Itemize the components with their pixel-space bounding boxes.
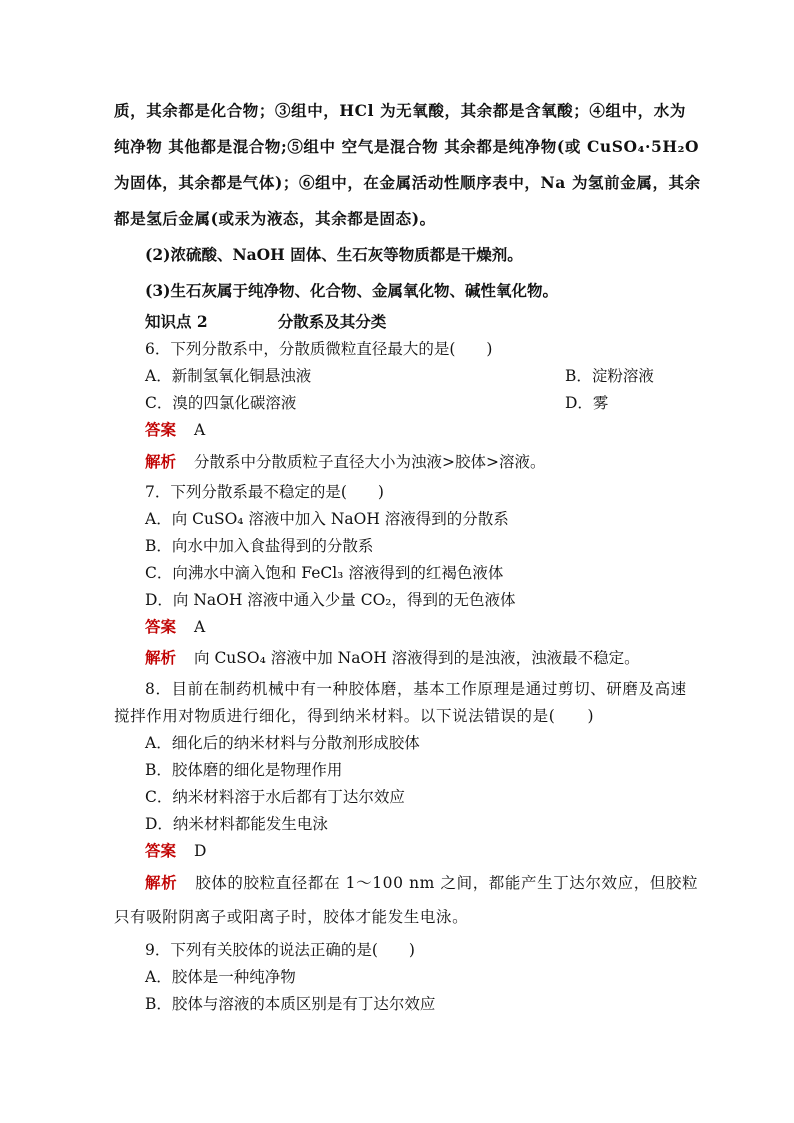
q6-analysis-text: 分散系中分散质粒子直径大小为浊液>胶体>溶液。: [194, 453, 546, 471]
analysis-label: 解析: [145, 452, 177, 471]
section-number: 知识点 2: [145, 312, 208, 331]
q8-answer: [145, 841, 206, 861]
q9-stem: 9．下列有关胶体的说法正确的是( ): [145, 941, 415, 959]
q8-option-d: D．纳米材料都能发生电泳: [145, 815, 328, 833]
q8-stem-line-1: 8．目前在制药机械中有一种胶体磨，基本工作原理是通过剪切、研磨及高速: [145, 680, 687, 698]
q8-option-a: A．细化后的纳米材料与分散剂形成胶体: [145, 734, 420, 752]
q7-stem: 7．下列分散系最不稳定的是( ): [145, 483, 384, 501]
answer-label: 答案: [145, 841, 177, 860]
intro-line-2: 纯净物 其他都是混合物;⑤组中 空气是混合物 其余都是纯净物(或 CuSO₄·5H₂O: [114, 137, 700, 156]
q7-answer-value: A: [194, 618, 206, 636]
intro-line-3: 为固体，其余都是气体)；⑥组中，在金属活动性顺序表中，Na 为氢前金属，其余: [114, 173, 701, 192]
q6-options-row-2: [145, 393, 609, 413]
q6-stem: 6．下列分散系中，分散质微粒直径最大的是( ): [145, 340, 493, 358]
q7-analysis: [145, 648, 640, 668]
analysis-label: 解析: [145, 648, 177, 667]
intro-point-3: (3)生石灰属于纯净物、化合物、金属氧化物、碱性氧化物。: [145, 281, 558, 300]
q7-analysis-text: 向 CuSO₄ 溶液中加 NaOH 溶液得到的是浊液，浊液最不稳定。: [194, 649, 640, 667]
q6-answer-value: A: [194, 421, 206, 439]
q8-stem-line-2: 搅拌作用对物质进行细化，得到纳米材料。以下说法错误的是( ): [114, 707, 595, 725]
q8-option-c: C．纳米材料溶于水后都有丁达尔效应: [145, 788, 405, 806]
section-title: 分散系及其分类: [277, 312, 387, 331]
q8-analysis-text-1: 胶体的胶粒直径都在 1～100 nm 之间，都能产生丁达尔效应，但胶粒: [195, 874, 699, 892]
q8-option-b: B．胶体磨的细化是物理作用: [145, 761, 343, 779]
q8-answer-value: D: [194, 842, 207, 860]
q7-option-b: B．向水中加入食盐得到的分散系: [145, 537, 374, 555]
q7-option-d: D．向 NaOH 溶液中通入少量 CO₂，得到的无色液体: [145, 591, 516, 609]
q7-option-a: A．向 CuSO₄ 溶液中加入 NaOH 溶液得到的分散系: [145, 510, 509, 528]
q7-option-c: C．向沸水中滴入饱和 FeCl₃ 溶液得到的红褐色液体: [145, 564, 504, 582]
q8-analysis-line-1: [145, 873, 698, 893]
q6-option-d: D．雾: [565, 394, 609, 412]
q6-options-row-1: [145, 366, 654, 386]
q6-answer: [145, 420, 205, 440]
q6-analysis: [145, 452, 546, 472]
q9-option-b: B．胶体与溶液的本质区别是有丁达尔效应: [145, 995, 436, 1013]
q6-option-b: B．淀粉溶液: [565, 367, 654, 385]
analysis-label: 解析: [145, 873, 178, 892]
q6-option-a: A．新制氢氧化铜悬浊液: [145, 367, 312, 385]
q6-option-c: C．溴的四氯化碳溶液: [145, 394, 297, 412]
intro-line-4: 都是氢后金属(或汞为液态，其余都是固态)。: [114, 209, 436, 228]
intro-point-2: (2)浓硫酸、NaOH 固体、生石灰等物质都是干燥剂。: [145, 245, 523, 264]
section-heading: [145, 312, 386, 332]
answer-label: 答案: [145, 420, 177, 439]
intro-line-1: 质，其余都是化合物；③组中，HCl 为无氧酸，其余都是含氧酸；④组中，水为: [114, 101, 686, 120]
q7-answer: [145, 617, 205, 637]
q9-option-a: A．胶体是一种纯净物: [145, 968, 296, 986]
q8-analysis-line-2: 只有吸附阴离子或阳离子时，胶体才能发生电泳。: [114, 908, 469, 926]
answer-label: 答案: [145, 617, 177, 636]
